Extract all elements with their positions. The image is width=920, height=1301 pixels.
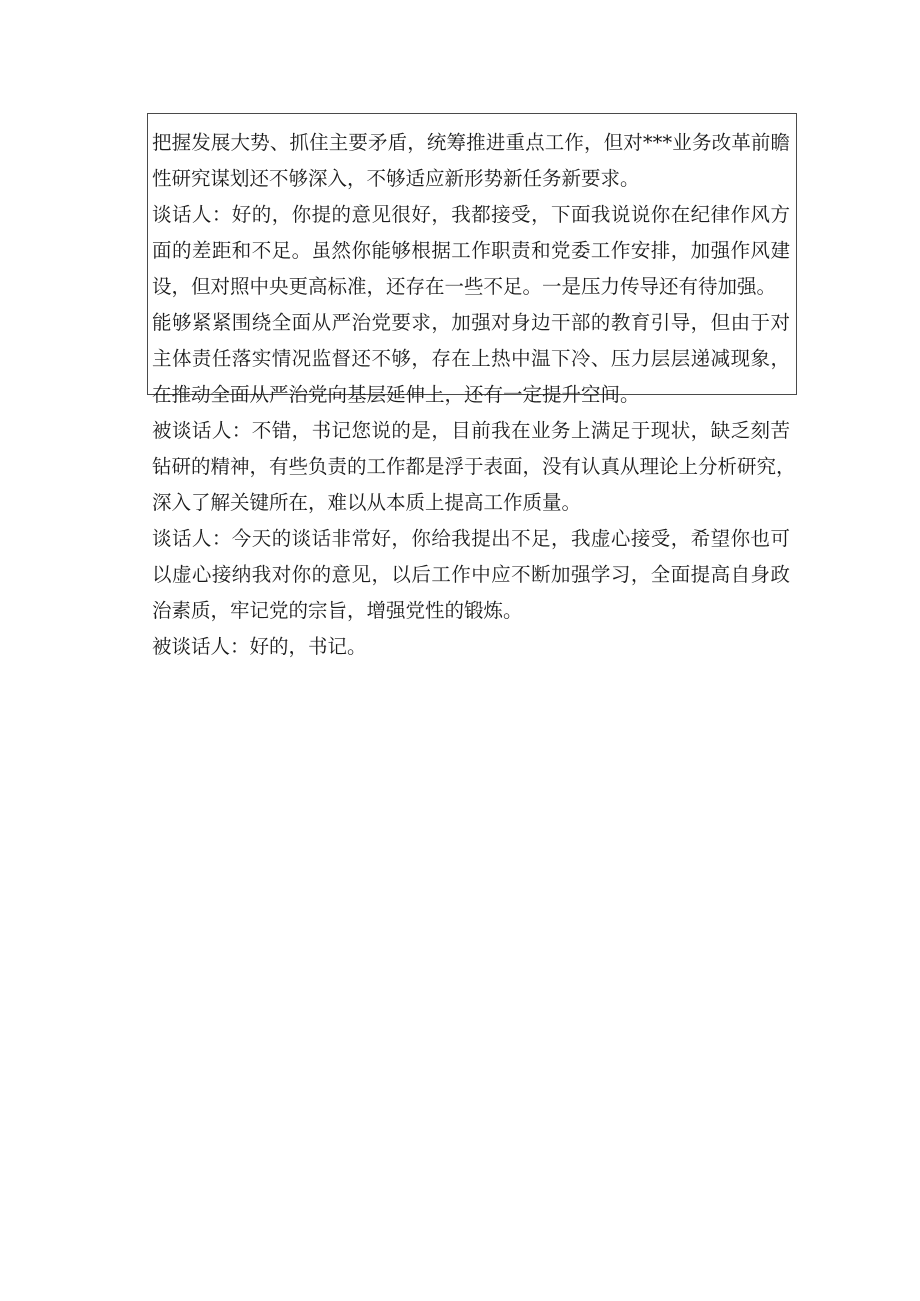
text-line: 谈话人：好的，你提的意见很好，我都接受，下面我说说你在纪律作风方	[152, 203, 790, 226]
text-line: 性研究谋划还不够深入，不够适应新形势新任务新要求。	[152, 167, 640, 190]
text-line: 在推动全面从严治党向基层延伸上，还有一定提升空间。	[152, 383, 640, 406]
text-line: 设，但对照中央更高标准，还存在一些不足。一是压力传导还有待加强。	[152, 275, 777, 298]
text-line: 被谈话人：不错，书记您说的是，目前我在业务上满足于现状，缺乏刻苦	[152, 419, 790, 442]
text-line: 主体责任落实情况监督还不够，存在上热中温下冷、压力层层递减现象，	[152, 347, 790, 370]
text-line: 谈话人：今天的谈话非常好，你给我提出不足，我虚心接受，希望你也可	[152, 527, 790, 550]
text-line: 治素质，牢记党的宗旨，增强党性的锻炼。	[152, 599, 523, 622]
document-text-box	[147, 113, 797, 658]
text-line: 被谈话人：好的，书记。	[152, 635, 367, 658]
text-line: 钻研的精神，有些负责的工作都是浮于表面，没有认真从理论上分析研究，	[152, 455, 796, 478]
text-line: 能够紧紧围绕全面从严治党要求，加强对身边干部的教育引导，但由于对	[152, 311, 790, 334]
text-line: 面的差距和不足。虽然你能够根据工作职责和党委工作安排，加强作风建	[152, 239, 790, 262]
text-line: 以虚心接纳我对你的意见，以后工作中应不断加强学习，全面提高自身政	[152, 563, 790, 586]
text-line: 深入了解关键所在，难以从本质上提高工作质量。	[152, 491, 582, 514]
text-line: 把握发展大势、抓住主要矛盾，统筹推进重点工作，但对***业务改革前瞻	[152, 131, 790, 154]
